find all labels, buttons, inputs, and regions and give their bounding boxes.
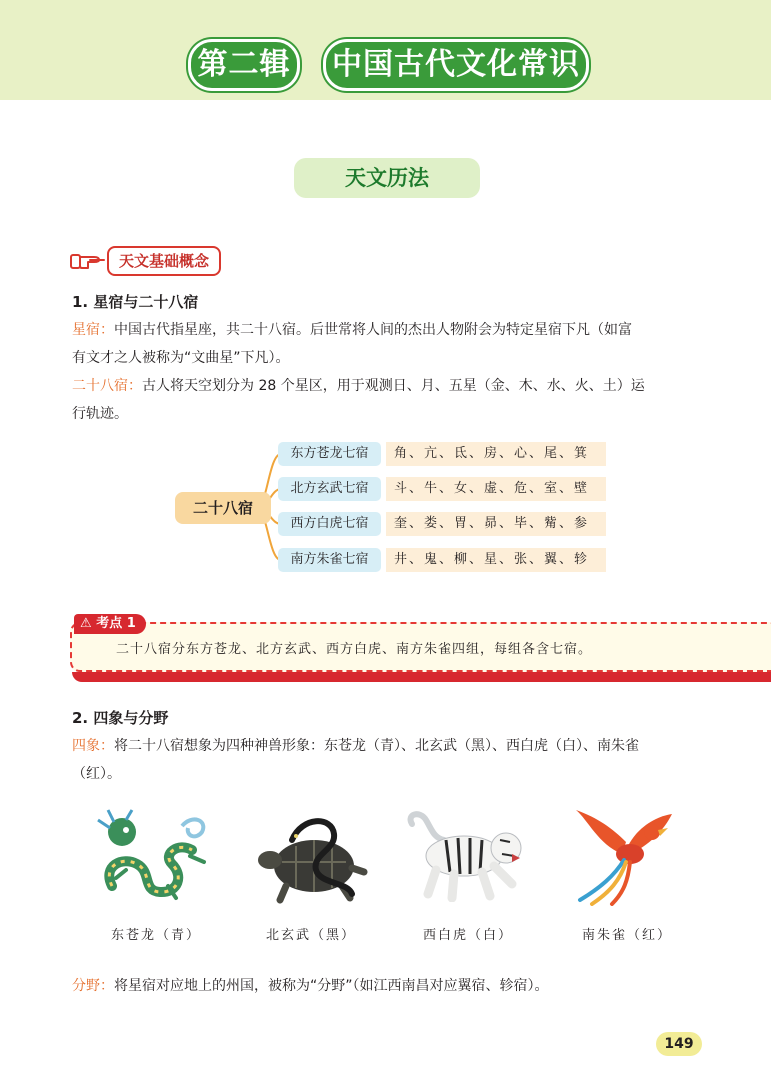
caption-tortoise: 北玄武（黑） <box>266 928 357 943</box>
part2-p1-line2: （红）。 <box>72 766 121 782</box>
part2-paragraph2 <box>72 972 712 1000</box>
chapter-title: 中国古代文化常识 <box>323 39 589 91</box>
stars-east: 角、亢、氐、房、心、尾、箕 <box>386 442 606 466</box>
dragon-icon <box>92 806 216 906</box>
exam-point-bar <box>72 672 771 682</box>
caption-dragon: 东苍龙（青） <box>111 928 202 943</box>
warning-icon: ⚠ <box>80 616 92 631</box>
term-fenye: 分野： <box>72 978 114 994</box>
part2-paragraph1 <box>72 732 712 788</box>
group-east: 东方苍龙七宿 <box>278 442 381 466</box>
concept-label: 天文基础概念 <box>107 246 221 276</box>
group-west: 西方白虎七宿 <box>278 512 381 536</box>
section-title: 天文历法 <box>294 158 480 198</box>
caption-tiger: 西白虎（白） <box>423 928 514 943</box>
caption-phoenix: 南朱雀（红） <box>582 928 673 943</box>
pointing-hand-icon <box>70 249 106 273</box>
page-number: 149 <box>656 1032 702 1056</box>
exam-point-text: 二十八宿分东方苍龙、北方玄武、西方白虎、南方朱雀四组，每组各含七宿。 <box>116 642 593 657</box>
diagram-hub: 二十八宿 <box>175 492 271 524</box>
term-xingxiu: 星宿： <box>72 322 114 338</box>
exam-point-tag <box>74 614 146 634</box>
stars-west: 奎、娄、胃、昴、毕、觜、参 <box>386 512 606 536</box>
exam-point-label: 考点 1 <box>96 616 136 631</box>
stars-south: 井、鬼、柳、星、张、翼、轸 <box>386 548 606 572</box>
term-sixiang: 四象： <box>72 738 114 754</box>
group-south: 南方朱雀七宿 <box>278 548 381 572</box>
chapter-header <box>0 0 771 100</box>
term-ershiba-xiu: 二十八宿： <box>72 378 142 394</box>
tiger-icon <box>402 810 528 902</box>
tortoise-snake-icon <box>252 810 370 904</box>
part1-p2-line2: 行轨迹。 <box>72 406 128 422</box>
part1-p1-line2: 有文才之人被称为“文曲星”下凡）。 <box>72 350 290 366</box>
part1-p2-line1: 古人将天空划分为 28 个星区，用于观测日、月、五星（金、木、水、火、土）运 <box>142 378 645 394</box>
part2-heading: 2. 四象与分野 <box>72 709 169 727</box>
stars-north: 斗、牛、女、虚、危、室、壁 <box>386 477 606 501</box>
part1-heading: 1. 星宿与二十八宿 <box>72 293 199 311</box>
part1-p1-line1: 中国古代指星座，共二十八宿。后世常将人间的杰出人物附会为特定星宿下凡（如富 <box>114 322 632 338</box>
part1-paragraph1 <box>72 316 712 372</box>
part1-paragraph2 <box>72 372 712 428</box>
group-north: 北方玄武七宿 <box>278 477 381 501</box>
phoenix-icon <box>568 804 682 906</box>
volume-label: 第二辑 <box>188 39 300 91</box>
part2-p2-line1: 将星宿对应地上的州国，被称为“分野”（如江西南昌对应翼宿、轸宿）。 <box>114 978 549 994</box>
part2-p1-line1: 将二十八宿想象为四种神兽形象：东苍龙（青）、北玄武（黑）、西白虎（白）、南朱雀 <box>114 738 639 754</box>
